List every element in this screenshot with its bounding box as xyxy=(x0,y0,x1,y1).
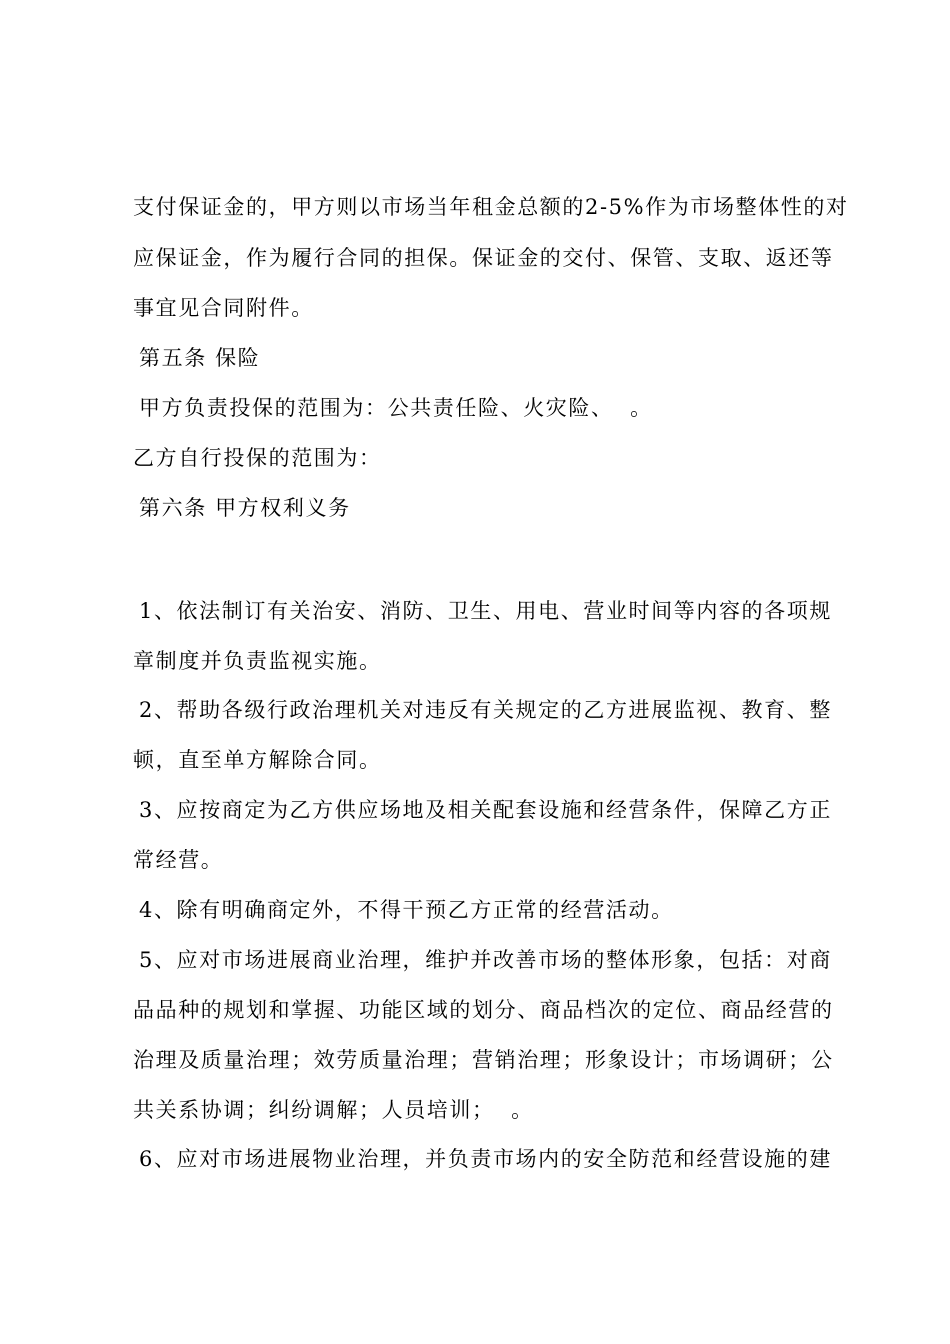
list-item: 1、依法制订有关治安、消防、卫生、用电、营业时间等内容的各项规 xyxy=(139,599,832,623)
section-heading: 第五条 保险 xyxy=(139,346,261,370)
list-item: 4、除有明确商定外，不得干预乙方正常的经营活动。 xyxy=(139,898,674,922)
text-line: 顿，直至单方解除合同。 xyxy=(133,748,382,772)
text-line: 治理及质量治理；效劳质量治理；营销治理；形象设计；市场调研；公 xyxy=(133,1048,834,1072)
text-line: 支付保证金的，甲方则以市场当年租金总额的2-5%作为市场整体性的对 xyxy=(133,195,849,219)
text-line: 品品种的规划和掌握、功能区域的划分、商品档次的定位、商品经营的 xyxy=(133,998,834,1022)
text-line: 乙方自行投保的范围为： xyxy=(133,446,382,470)
list-item: 6、应对市场进展物业治理，并负责市场内的安全防范和经营设施的建 xyxy=(139,1147,832,1171)
list-item: 5、应对市场进展商业治理，维护并改善市场的整体形象，包括：对商 xyxy=(139,948,832,972)
list-item: 2、帮助各级行政治理机关对违反有关规定的乙方进展监视、教育、整 xyxy=(139,698,832,722)
text-line: 常经营。 xyxy=(133,848,224,872)
section-heading: 第六条 甲方权利义务 xyxy=(139,496,351,520)
text-line: 事宜见合同附件。 xyxy=(133,296,314,320)
text-line: 甲方负责投保的范围为：公共责任险、火灾险、 。 xyxy=(139,396,653,420)
text-line: 章制度并负责监视实施。 xyxy=(133,649,382,673)
text-line: 共关系协调；纠纷调解；人员培训； 。 xyxy=(133,1098,534,1122)
list-item: 3、应按商定为乙方供应场地及相关配套设施和经营条件，保障乙方正 xyxy=(139,798,832,822)
text-line: 应保证金，作为履行合同的担保。保证金的交付、保管、支取、返还等 xyxy=(133,246,834,270)
